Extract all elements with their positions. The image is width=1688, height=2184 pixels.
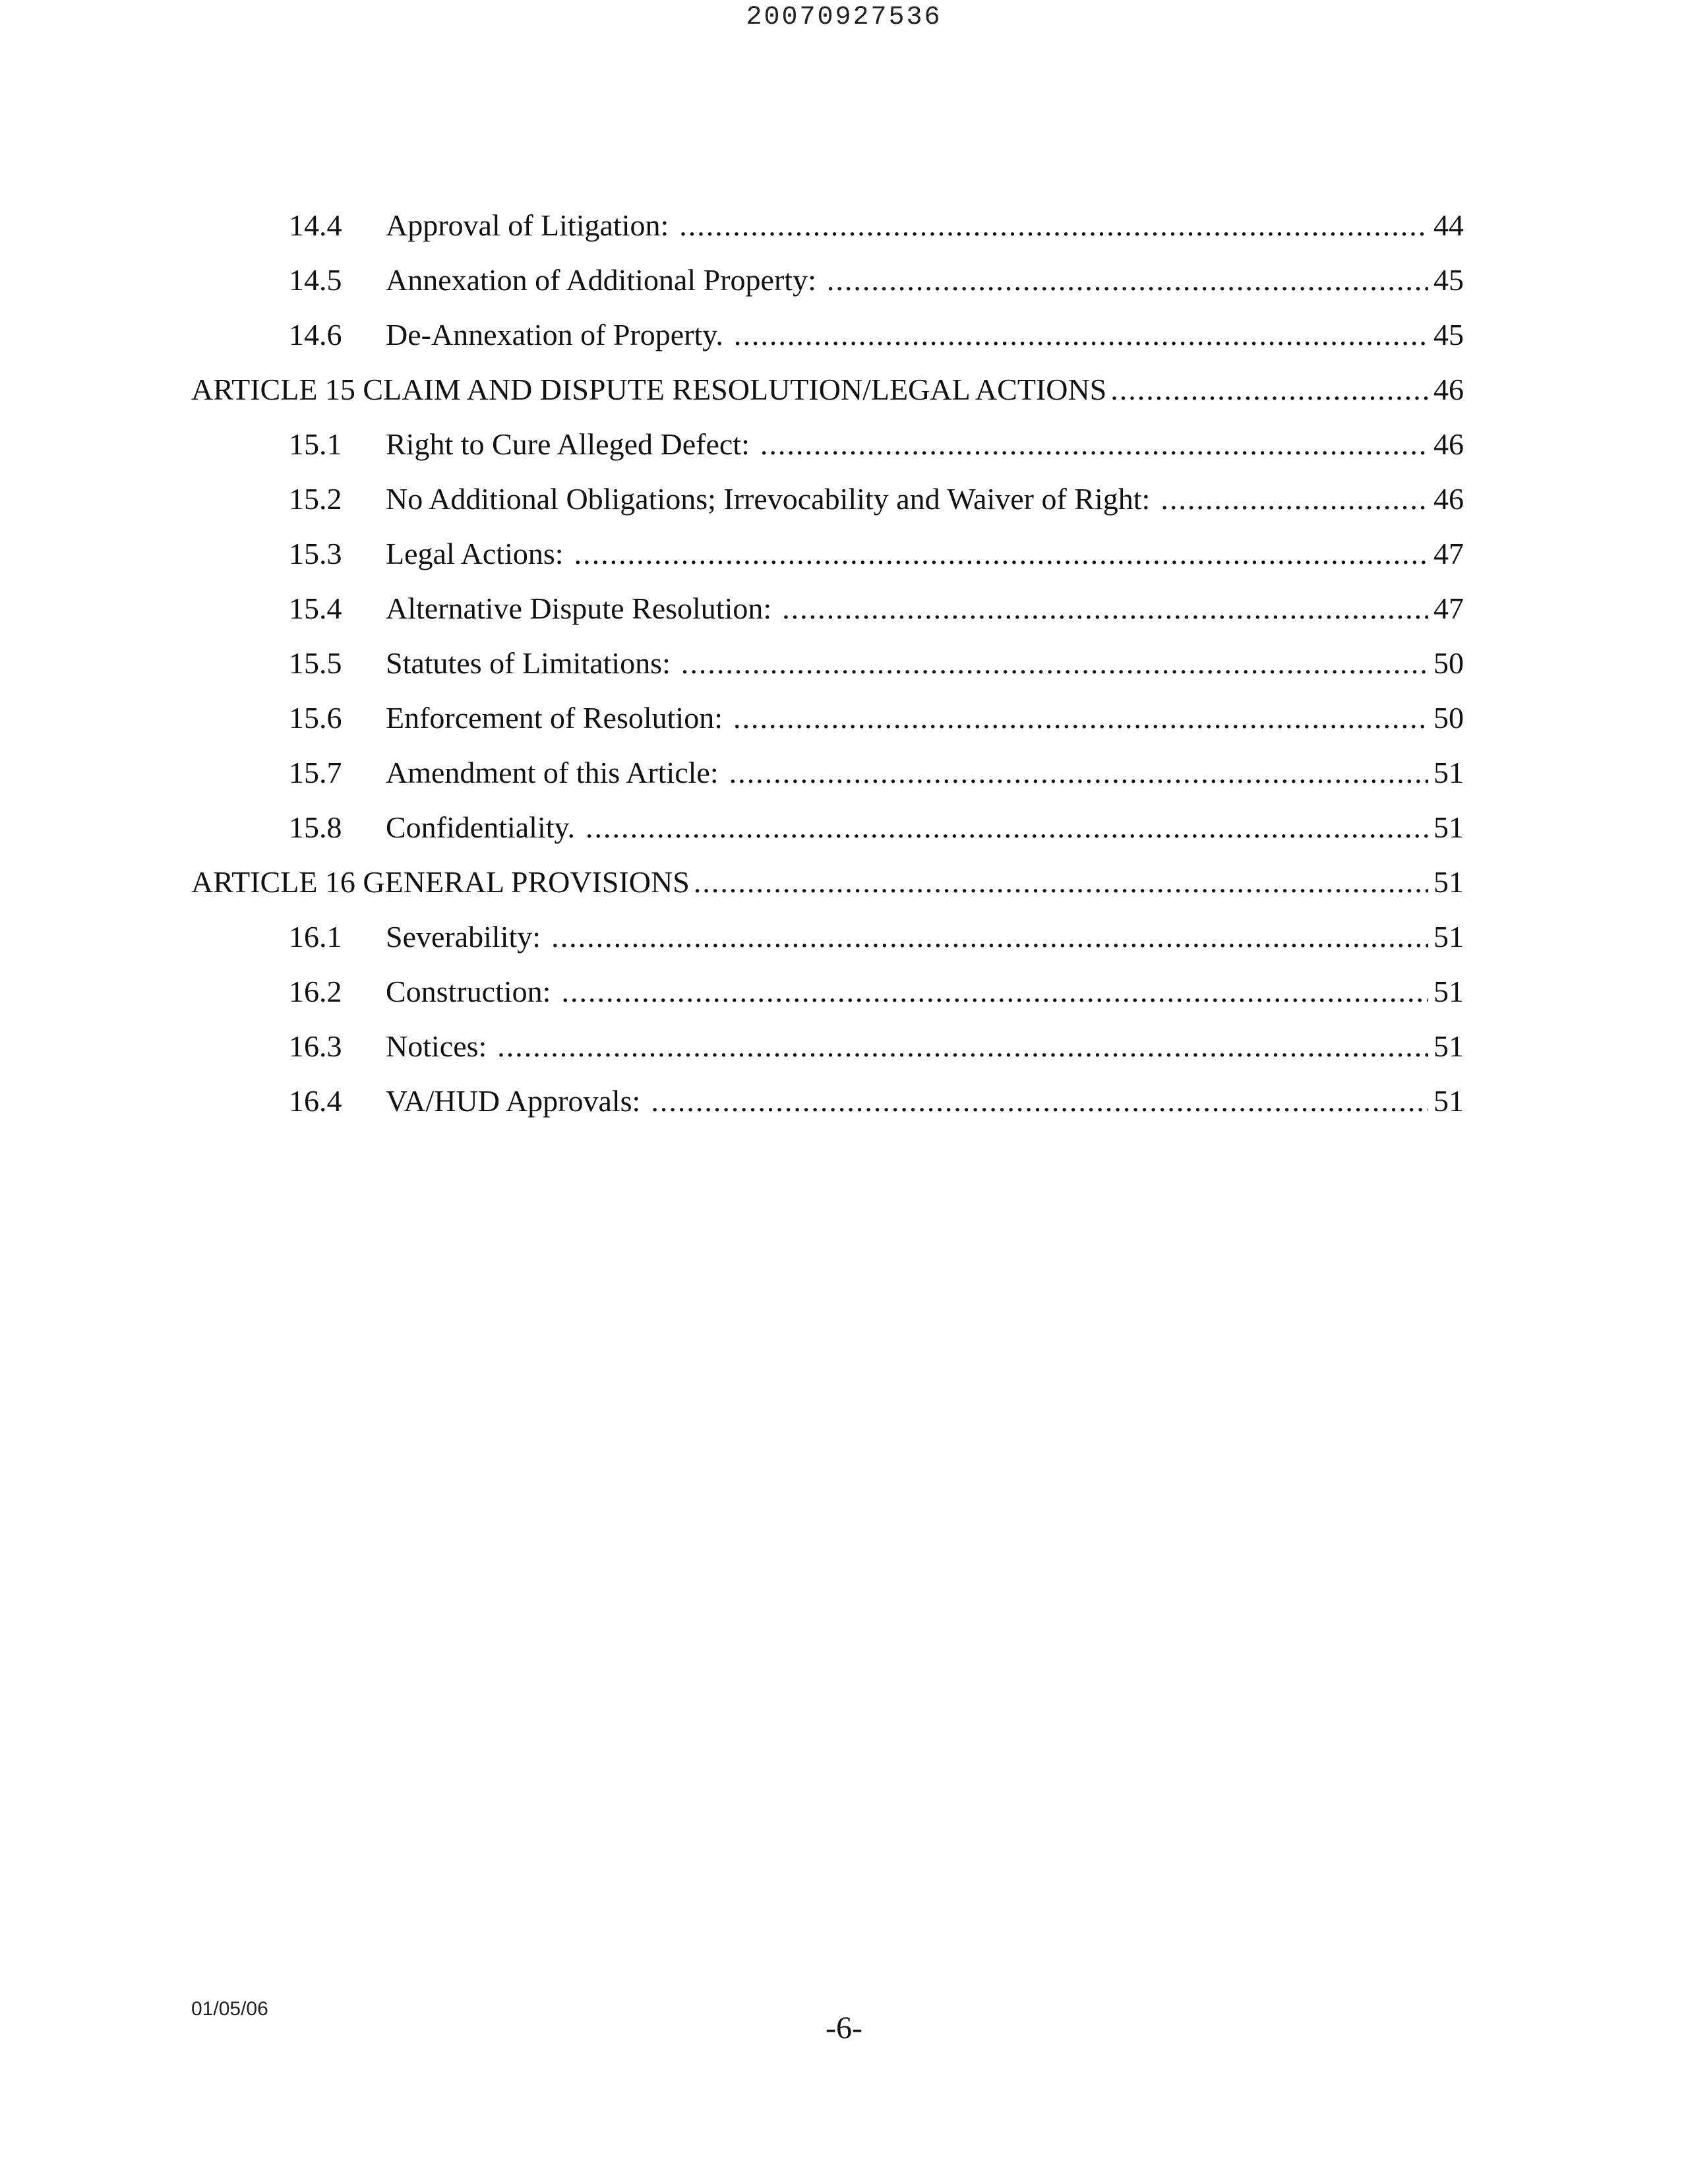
dot-leader <box>679 198 1428 253</box>
toc-entry-title: Approval of Litigation: <box>386 208 669 242</box>
toc-entry-title: Alternative Dispute Resolution: <box>386 592 772 625</box>
toc-entry-title: Construction: <box>386 975 551 1008</box>
toc-entry-page: 50 <box>1433 701 1464 735</box>
toc-entry <box>191 636 1464 690</box>
toc-entry-number: 15.2 <box>289 482 342 516</box>
footer-date: 01/05/06 <box>191 1998 268 2020</box>
toc-entry <box>191 909 1464 964</box>
toc-entry <box>191 690 1464 745</box>
dot-leader <box>760 417 1428 471</box>
toc-entry-number: 15.8 <box>289 810 342 844</box>
dot-leader <box>782 581 1428 636</box>
dot-leader <box>497 1019 1428 1074</box>
toc-entry <box>191 800 1464 855</box>
toc-entry-page: 51 <box>1433 1029 1464 1063</box>
dot-leader <box>586 800 1428 855</box>
dot-leader <box>551 909 1428 964</box>
toc-entry-page: 51 <box>1433 810 1464 844</box>
toc-entry-title: Amendment of this Article: <box>386 756 719 789</box>
toc-entry-title: Confidentiality. <box>386 810 576 844</box>
toc-entry-page: 44 <box>1433 208 1464 242</box>
toc-entry-page: 47 <box>1433 537 1464 570</box>
toc-entry <box>191 471 1464 526</box>
toc-entry-title: De-Annexation of Property. <box>386 318 723 351</box>
dot-leader <box>651 1074 1428 1128</box>
toc-entry-title: Right to Cure Alleged Defect: <box>386 427 750 461</box>
toc-entry-title: Notices: <box>386 1029 487 1063</box>
toc-entry-number: 15.4 <box>289 592 342 625</box>
toc-entry-number: 15.5 <box>289 646 342 680</box>
toc-entry <box>191 581 1464 636</box>
toc-entry-title: Annexation of Additional Property: <box>386 263 816 297</box>
toc-entry-number: 16.3 <box>289 1029 342 1063</box>
toc-entry <box>191 198 1464 253</box>
toc-entry-page: 46 <box>1433 482 1464 516</box>
toc-entry-number: 14.4 <box>289 208 342 242</box>
table-of-contents <box>191 198 1464 1128</box>
toc-entry-page: 51 <box>1433 920 1464 954</box>
dot-leader <box>561 964 1428 1019</box>
toc-entry-number: 16.2 <box>289 975 342 1008</box>
toc-entry <box>191 1074 1464 1128</box>
toc-entry-page: 50 <box>1433 646 1464 680</box>
toc-entry-title: Legal Actions: <box>386 537 564 570</box>
toc-article-heading <box>191 855 1464 909</box>
dot-leader <box>729 745 1428 800</box>
toc-entry-page: 47 <box>1433 592 1464 625</box>
dot-leader <box>681 636 1428 690</box>
toc-entry-page: 46 <box>1433 373 1464 406</box>
toc-entry-number: 16.4 <box>289 1084 342 1118</box>
page-number: -6- <box>826 2011 862 2046</box>
dot-leader <box>574 526 1428 581</box>
toc-entry <box>191 307 1464 362</box>
toc-article-title: ARTICLE 16 GENERAL PROVISIONS <box>191 865 690 899</box>
toc-entry-number: 15.1 <box>289 427 342 461</box>
toc-entry-number: 14.6 <box>289 318 342 351</box>
toc-entry-title: VA/HUD Approvals: <box>386 1084 641 1118</box>
toc-entry <box>191 253 1464 307</box>
toc-entry-title: Enforcement of Resolution: <box>386 701 723 735</box>
dot-leader <box>1110 362 1428 417</box>
dot-leader <box>827 253 1428 307</box>
toc-entry-number: 15.6 <box>289 701 342 735</box>
toc-entry-page: 51 <box>1433 975 1464 1008</box>
toc-entry <box>191 964 1464 1019</box>
dot-leader <box>694 855 1428 909</box>
toc-entry-number: 16.1 <box>289 920 342 954</box>
toc-entry-number: 15.3 <box>289 537 342 570</box>
toc-entry-number: 15.7 <box>289 756 342 789</box>
toc-article-title: ARTICLE 15 CLAIM AND DISPUTE RESOLUTION/LEGAL ACTIONS <box>191 373 1107 406</box>
toc-entry <box>191 526 1464 581</box>
toc-entry-title: Statutes of Limitations: <box>386 646 671 680</box>
dot-leader <box>1160 471 1428 526</box>
toc-entry-page: 51 <box>1433 756 1464 789</box>
toc-entry <box>191 1019 1464 1074</box>
document-number: 20070927536 <box>746 3 942 32</box>
toc-article-heading <box>191 362 1464 417</box>
toc-entry-title: No Additional Obligations; Irrevocability and Waiver of Right: <box>386 482 1151 516</box>
toc-entry-number: 14.5 <box>289 263 342 297</box>
toc-entry-page: 45 <box>1433 263 1464 297</box>
toc-entry-page: 51 <box>1433 1084 1464 1118</box>
toc-entry-title: Severability: <box>386 920 541 954</box>
toc-entry-page: 51 <box>1433 865 1464 899</box>
toc-entry-page: 45 <box>1433 318 1464 351</box>
toc-entry <box>191 745 1464 800</box>
dot-leader <box>734 307 1428 362</box>
dot-leader <box>733 690 1428 745</box>
toc-entry-page: 46 <box>1433 427 1464 461</box>
toc-entry <box>191 417 1464 471</box>
